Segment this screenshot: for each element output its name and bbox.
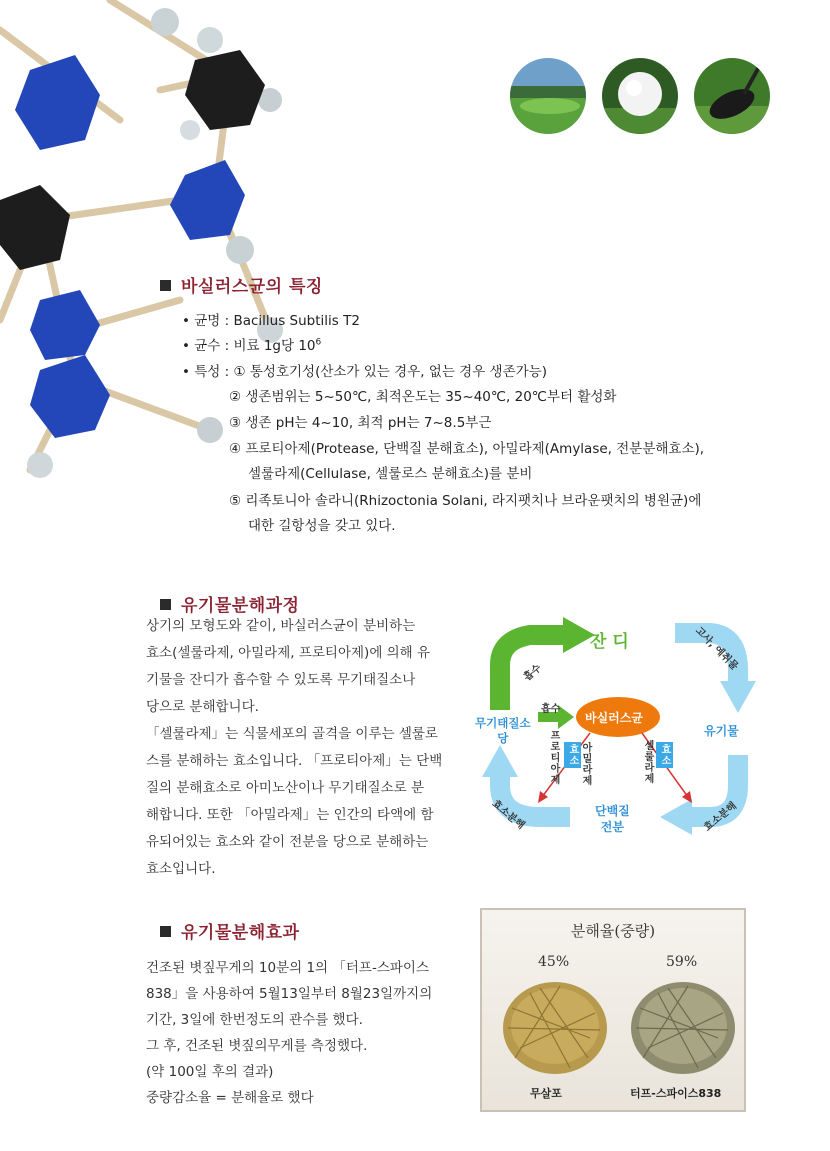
cell-count: • 균수 : 비료 1g당 $10^6$ (182, 337, 322, 354)
diagram-enzyme-amylase: 아밀라제 (580, 742, 591, 786)
property-3: ③ 생존 pH는 4~10, 최적 pH는 7~8.5부근 (229, 415, 492, 431)
photo-right-label: 터프-스파이스838 (630, 1087, 722, 1100)
property-5-cont: 대한 길항성을 갖고 있다. (248, 518, 396, 534)
diagram-absorb-mid: 흡수 (541, 704, 561, 715)
straw-pile-treated (628, 978, 738, 1078)
bullet-square-icon (160, 926, 171, 937)
property-4: ④ 프로티아제(Protease, 단백질 분해효소), 아밀라제(Amylase, 전분분해효소), (229, 441, 705, 457)
diagram-inorganic-label: 무기태질소 당 (475, 716, 531, 745)
bullet-square-icon (160, 280, 171, 291)
decomposition-photo-box (480, 908, 746, 1112)
diagram-die-label: 고사, 예취물 (692, 625, 740, 673)
section-title-effect: 유기물분해효과 (160, 918, 299, 943)
photo-left-percent: 45% (538, 954, 570, 970)
property-5: ⑤ 리족토니아 솔라니(Rhizoctonia Solani, 라지팻치나 브라운팻치의 병원균)에 (229, 493, 702, 509)
diagram-bacillus-label: 바실러스균 (585, 711, 643, 725)
photo-title: 분해율(중량) (570, 922, 656, 940)
golf-ball-photo (602, 58, 678, 134)
property-4-cont: 셀룰라제(Cellulase, 셀룰로스 분해효소)를 분비 (248, 466, 533, 482)
photo-left-label: 무살포 (530, 1087, 562, 1100)
bullet-square-icon (160, 599, 171, 610)
diagram-enzyme-cellulase: 셀룰라제 (642, 740, 653, 784)
straw-pile-untreated (500, 978, 610, 1078)
golf-course-photo (510, 58, 586, 134)
molecule-illustration (0, 0, 330, 480)
property-1: • 특성 : ① 통성호기성(산소가 있는 경우, 없는 경우 생존가능) (182, 364, 547, 380)
diagram-organic-label: 유기물 (704, 724, 739, 738)
diagram-decompose-left: 효소분해 (489, 798, 527, 832)
diagram-enzyme-tag-left: 효소 (564, 742, 581, 768)
section-title-process: 유기물분해과정 (160, 591, 299, 616)
diagram-enzyme-tag-right: 효소 (656, 742, 673, 768)
diagram-protein-label: 단백질 전분 (595, 804, 630, 834)
diagram-decompose-right: 효소분해 (702, 800, 739, 834)
diagram-enzyme-protease: 프로티아제 (548, 730, 559, 785)
strain-name: • 균명 : Bacillus Subtilis T2 (182, 313, 360, 329)
photo-right-percent: 59% (666, 954, 698, 970)
diagram-absorb-top: 흡수 (522, 662, 544, 684)
golf-club-photo (694, 58, 770, 134)
property-2: ② 생존범위는 5~50℃, 최적온도는 35~40℃, 20℃부터 활성화 (229, 389, 617, 405)
process-paragraph: 상기의 모형도와 같이, 바실러스균이 분비하는 효소(셀룰라제, 아밀라제, 프로티아제)에 의해 유 기물을 잔디가 흡수할 수 있도록 무기태질소나 당으로 분해합니다. 「셀룰라제」는 식물세포의 골격을 이루는 셀룰로 스를 분해하는 효소입니다. 「프로티아제」는 단백 질의 분해효소로 아미노산이나 무기태질소로 분 해합니다. 또한 「아밀라제」는 인간의 타액에 함 유되어있는 효소와 같이 전분을 당으로 분해하는 효소입니다. (146, 618, 443, 877)
section-title-bacillus: 바실러스균의 특징 (160, 272, 323, 297)
diagram-turf-label: 잔 디 (590, 632, 629, 652)
effect-paragraph: 건조된 볏짚무게의 10분의 1의 「터프-스파이스 838」을 사용하여 5월13일부터 8월23일까지의 기간, 3일에 한번정도의 관수를 했다. 그 후, 건조된 볏짚의무게를 측정했다. (약 100일 후의 결과) 중량감소율 = 분해율로 했다 (146, 960, 433, 1106)
